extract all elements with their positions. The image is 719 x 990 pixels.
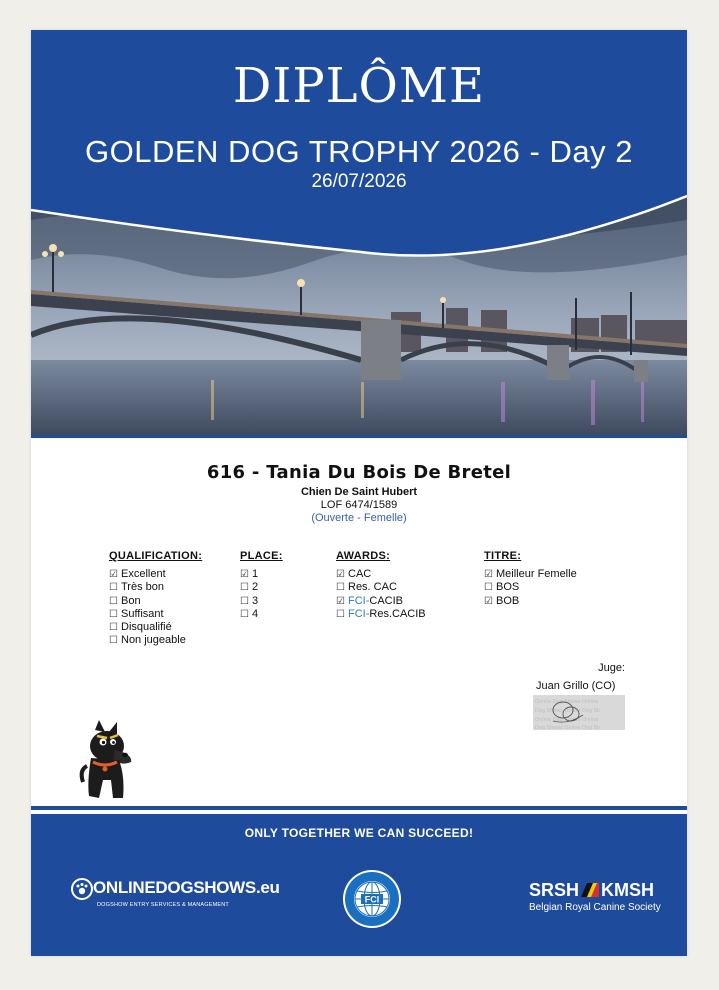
diploma-sheet xyxy=(31,30,687,956)
judge-name: Juan Grillo (CO) xyxy=(536,680,616,692)
list-item: ☐ 2 xyxy=(240,581,259,594)
checkbox-icon: ☑ xyxy=(484,569,493,580)
onlinedogshows-logo[interactable] xyxy=(71,876,280,916)
event-title: GOLDEN DOG TROPHY 2026 - Day 2 xyxy=(85,134,633,169)
srsh-text: SRSH xyxy=(529,880,580,900)
svg-text:Online Dog Shows Online: Online Dog Shows Online xyxy=(535,717,599,723)
dog-name: 616 - Tania Du Bois De Bretel xyxy=(206,462,512,483)
place-heading: PLACE: xyxy=(240,550,283,562)
checkbox-icon: ☑ xyxy=(336,595,345,607)
list-item: ☐ Bon xyxy=(109,594,141,607)
belgian-flag-icon xyxy=(581,883,599,897)
list-item: ☐ Suffisant xyxy=(109,607,164,620)
checkbox-icon: ☑ xyxy=(240,569,249,580)
fci-globe-logo-icon[interactable] xyxy=(341,868,403,930)
qualification-section xyxy=(109,550,202,648)
list-item: ☑ FCI-CACIB xyxy=(336,594,404,607)
paw-icon xyxy=(71,876,93,902)
srsh-kmsh-logo-text xyxy=(529,880,679,901)
list-item: ☑ CAC xyxy=(336,568,372,580)
judge-signature xyxy=(533,695,625,730)
list-item: ☐ 4 xyxy=(240,607,259,620)
checkbox-icon: ☐ xyxy=(109,622,118,634)
judge-label: Juge: xyxy=(598,662,625,674)
list-item: ☑ BOB xyxy=(484,594,520,607)
scottie-dog-mascot-icon xyxy=(77,720,139,802)
checkbox-icon: ☐ xyxy=(240,608,249,620)
checkbox-icon: ☐ xyxy=(336,608,345,620)
checkbox-icon: ☐ xyxy=(336,582,345,594)
srsh-tagline: Belgian Royal Canine Society xyxy=(529,902,661,913)
list-item: ☐ 3 xyxy=(240,594,259,607)
checkbox-icon: ☐ xyxy=(240,595,249,607)
list-item: ☐ BOS xyxy=(484,581,520,594)
list-item: ☐ Non jugeable xyxy=(109,634,186,647)
list-item: ☑ Excellent xyxy=(109,568,166,580)
dog-registration: LOF 6474/1589 xyxy=(320,499,398,511)
list-item: ☐ Disqualifié xyxy=(109,621,172,634)
srsh-kmsh-logo[interactable] xyxy=(529,880,679,920)
checkbox-icon: ☐ xyxy=(109,582,118,594)
awards-heading: AWARDS: xyxy=(336,550,391,562)
checkbox-icon: ☐ xyxy=(240,582,249,594)
svg-text:FCI: FCI xyxy=(364,894,380,905)
onlinedogshows-logo-text: ONLINEDOGSHOWS.eu xyxy=(93,878,280,897)
place-section xyxy=(240,550,283,621)
svg-text:Online Dog Shows Online: Online Dog Shows Online xyxy=(535,699,599,705)
checkbox-icon: ☑ xyxy=(336,569,345,580)
checkbox-icon: ☐ xyxy=(109,635,118,647)
onlinedogshows-tagline: DOGSHOW ENTRY SERVICES & MANAGEMENT xyxy=(97,902,229,908)
checkbox-icon: ☐ xyxy=(109,608,118,620)
list-item: ☑ 1 xyxy=(240,568,259,580)
checkbox-icon: ☑ xyxy=(109,569,118,580)
list-item: ☐ Res. CAC xyxy=(336,581,397,594)
titre-section xyxy=(484,550,577,608)
kmsh-text: KMSH xyxy=(601,880,655,900)
list-item: ☐ Très bon xyxy=(109,581,165,594)
list-item: ☐ FCI-Res.CACIB xyxy=(336,607,426,620)
list-item: ☑ Meilleur Femelle xyxy=(484,568,577,580)
svg-text:Dog Shows Online Dog Sh: Dog Shows Online Dog Sh xyxy=(535,725,601,730)
dog-breed: Chien De Saint Hubert xyxy=(300,486,418,498)
diploma-title: DIPLÔME xyxy=(232,58,486,114)
titre-heading: TITRE: xyxy=(484,550,522,562)
checkbox-icon: ☐ xyxy=(109,595,118,607)
svg-text:Dog Shows Online Dog Sh: Dog Shows Online Dog Sh xyxy=(535,708,601,714)
dog-class: (Ouverte - Femelle) xyxy=(311,512,407,524)
event-date: 26/07/2026 xyxy=(311,171,407,192)
awards-section xyxy=(336,550,426,621)
footer-slogan: ONLY TOGETHER WE CAN SUCCEED! xyxy=(244,826,474,840)
checkbox-icon: ☐ xyxy=(484,582,493,594)
qualification-heading: QUALIFICATION: xyxy=(109,550,203,562)
checkbox-icon: ☑ xyxy=(484,595,493,607)
